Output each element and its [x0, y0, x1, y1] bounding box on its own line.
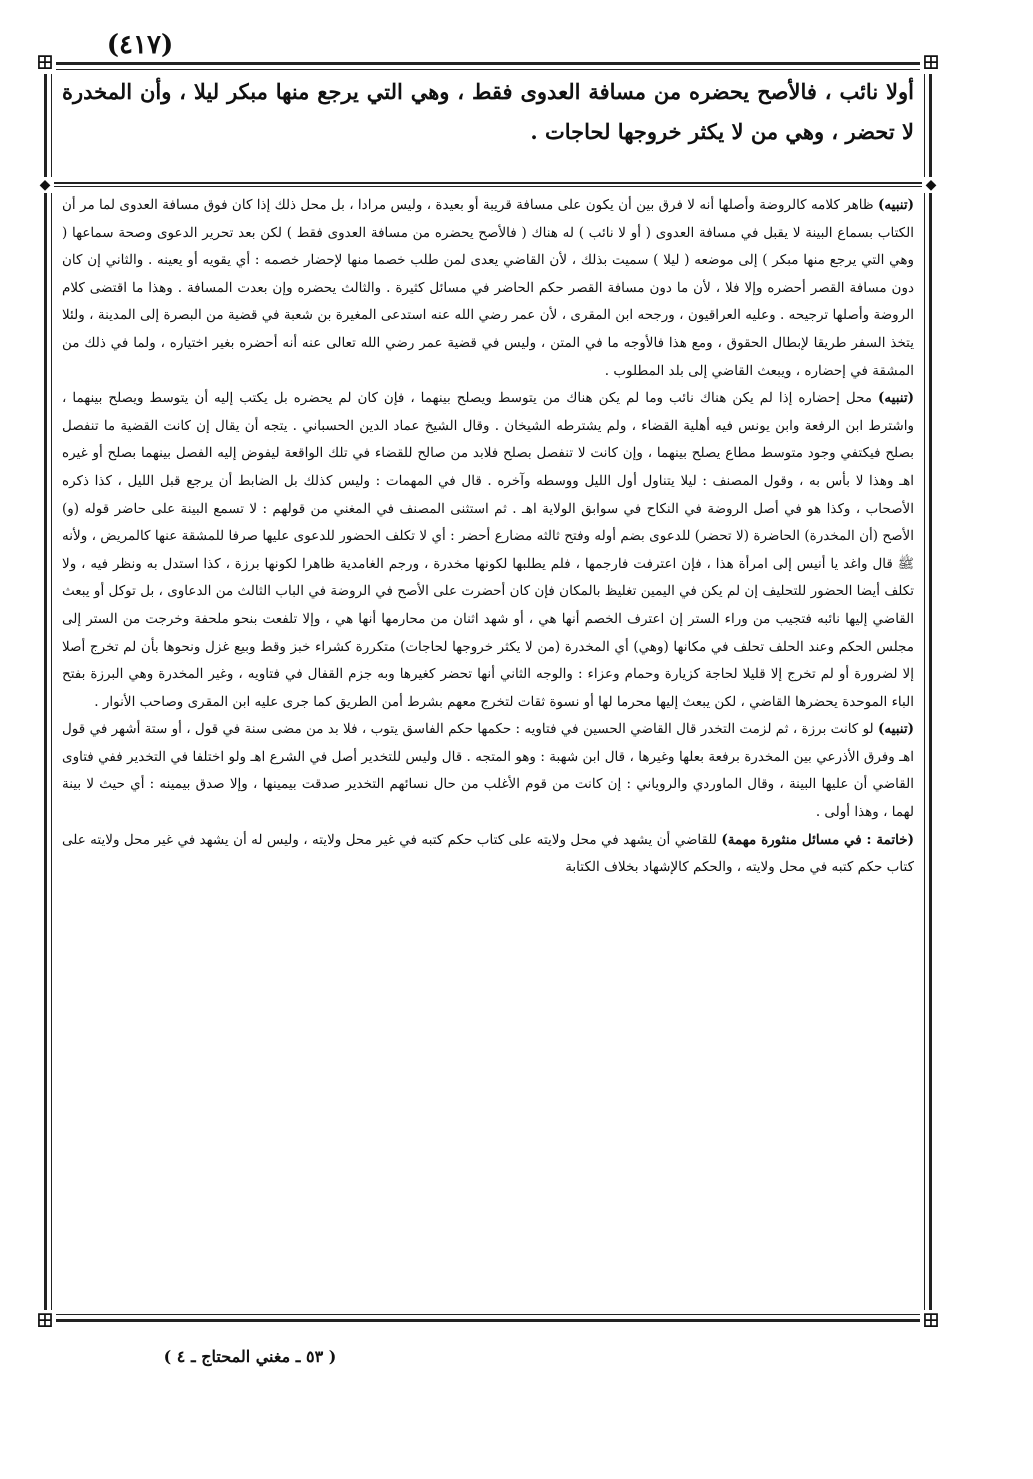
edge-ornament-icon: ◆	[37, 177, 53, 193]
commentary-paragraph	[62, 827, 914, 882]
edge-ornament-icon: ◆	[923, 177, 939, 193]
section-divider	[54, 182, 922, 184]
commentary	[62, 192, 914, 1310]
main-text: أولا نائب ، فالأصح يحضره من مسافة العدوى فقط ، وهي التي يرجع منها مبكر ليلا ، وأن المخدرة لا تحضر ، وهي من لا يكثر خروجها لحاجات .	[62, 79, 914, 144]
corner-ornament-icon: ⊞	[35, 1308, 55, 1333]
commentary-paragraph	[62, 385, 914, 716]
commentary-paragraph	[62, 192, 914, 385]
corner-ornament-icon: ⊞	[921, 50, 941, 75]
corner-ornament-icon: ⊞	[921, 1308, 941, 1333]
paragraph-label: (تنبيه)	[878, 390, 914, 407]
paragraph-label: (تنبيه)	[878, 721, 914, 738]
paragraph-label: (تنبيه)	[878, 197, 914, 213]
paragraph-text: لو كانت برزة ، ثم لزمت التخدر قال القاضي الحسين في فتاويه : حكمها حكم الفاسق يتوب ، فلا بد من مضى سنة في قول ، أو ستة أشهر في قول اهـ وفرق الأذرعي بين المخدرة برفعة بعلها وغيرها ، قال ابن شهبة : وهو المتجه . قال وليس للتخدير أصل في الشرع اهـ ولو اختلفا في التخدير ففي فتاوى القاضي أن عليها البينة ، وقال الماوردي والروياني : إن كانت من قوم الأغلب من حال نسائهم التخدير صدقت بيمينها ، وإلا صدق بيمينه : أي حيث لا بينة لهما ، وهذا أولى .	[62, 721, 914, 821]
paragraph-text: للقاضي أن يشهد في محل ولايته على كتاب حكم كتبه في غير محل ولايته ، وليس له أن يشهد في غير محل ولايته على كتاب حكم كتبه في محل ولايته ، والحكم كالإشهاد بخلاف الكتابة	[62, 831, 914, 876]
commentary-paragraph	[62, 716, 914, 826]
section-divider-thin	[54, 186, 922, 187]
corner-ornament-icon: ⊞	[35, 50, 55, 75]
footer-book-title: ( ٥٣ ـ مغني المحتاج ـ ٤ )	[163, 1347, 337, 1366]
paragraph-text: ظاهر كلامه كالروضة وأصلها أنه لا فرق بين أن يكون على مسافة قريبة أو بعيدة ، وليس مرادا ، بل محل ذلك إذا كان فوق مسافة العدوى لما مر أن الكتاب بسماع البينة لا يقبل في مسافة العدوى ( أو لا نائب ) له هناك ( فالأصح يحضره من مسافة العدوى فقط ) لكن بعد تحرير الدعوى وصحة سماعها ( وهي التي يرجع منها مبكر ) إلى موضعه ( ليلا ) سميت بذلك ، لأن القاضي يعدى لمن طلب خصما منها لإحضار خصمه : أي يقويه أو يعينه . والثاني إن كان دون مسافة القصر أحضره وإلا فلا ، لأن ما دون مسافة القصر حكم الحاضر في مسائل كثيرة . والثالث يحضره وإن بعدت المسافة . وهذا ما اقتضى كلام الروضة وأصلها ترجيحه . وعليه العراقيون ، ورجحه ابن المقرى ، لأن عمر رضي الله عنه استدعى المغيرة بن شعبة في قضية من البصرة إلى المدينة ، ولئلا يتخذ السفر طريقا لإبطال الحقوق ، ومع هذا فالأوجه ما في المتن ، وليس في قضية عمر رضي الله تعالى عنه أنه أحضره بغير اختياره ، ولما في ذلك من المشقة في إحضاره ، ويبعث القاضي إلى بلد المطلوب .	[62, 197, 914, 379]
paragraph-label: (خاتمة : في مسائل منثورة مهمة)	[721, 831, 914, 848]
page-number: (٤١٧)	[106, 30, 174, 60]
paragraph-text: محل إحضاره إذا لم يكن هناك نائب وما لم يكن هناك من يتوسط ويصلح بينهما ، فإن كان لم يحضره بل يكتب إليه أن يتوسط ويصلح بينهما ، واشترط ابن الرفعة وابن يونس فيه أهلية القضاء ، ولم يشترطه الشيخان . وقال الشيخ عماد الدين الحسباني . يتجه أن يقال إن كانت القضية ما تنفصل بصلح فيكتفي وجود متوسط مطاع يصلح بينهما ، وإن كانت لا تنفصل بصلح فلابد من صالح للقضاء في تلك الواقعة ليفوض إليه الفصل بينهما بصلح أو غيره اهـ وهذا لا بأس به ، وقول المصنف : ليلا يتناول أول الليل ووسطه وآخره . قال في المهمات : وليس كذلك بل الضابط أن يرجع قبل الليل ، كذا ذكره الأصحاب ، وكذا هو في أصل الروضة في النكاح في سوابق الولاية اهـ . ثم استثنى المصنف في المغني من قولهم : لا تسمع البينة على حاضر قوله (و) الأصح (أن المخدرة) الحاضرة (لا تحضر) للدعوى بضم أوله وفتح ثالثه مضارع أحضر : أي لا تكلف الحضور للدعوى عليها صرفا للمشقة عنها كالمريض ، ولأنه ﷺ قال واغد يا أنيس إلى امرأة هذا ، فإن اعترفت فارجمها ، فلم يطلبها لكونها مخدرة ، ورجم الغامدية ظاهرا لكونها برزة ، كذا استدل به ونظر فيه ، ولا تكلف أيضا الحضور للتحليف إن لم يكن في اليمين تغليظ بالمكان فإن كان أحضرت على الأصح في الروضة في الباب الثالث من الدعاوى ، بل توكل أو يبعث القاضي إليها نائبه فتجيب من وراء الستر إن اعترف الخصم أنها هي ، أو شهد اثنان من محارمها أنها هي ، وإلا تلفعت بنحو ملحفة وخرجت من الستر إلى مجلس الحكم وعند الحلف تحلف في مكانها (وهي) أي المخدرة (من لا يكثر خروجها لحاجات) متكررة كشراء خبز وقط وبيع غزل ونحوها بأن لم تخرج أصلا إلا لضرورة أو لم تخرج إلا قليلا لحاجة كزيارة وحمام وعزاء : والوجه الثاني أنها تحضر كغيرها وبه جزم القفال في فتاويه ، وغير المخدرة وهي البرزة بفتح الباء الموحدة يحضرها القاضي ، لكن يبعث إليها محرما لها أو نسوة ثقات لتخرج معهم بشرط أمن الطريق كما جرى عليه ابن المقرى وصاحب الأنوار .	[62, 390, 914, 710]
